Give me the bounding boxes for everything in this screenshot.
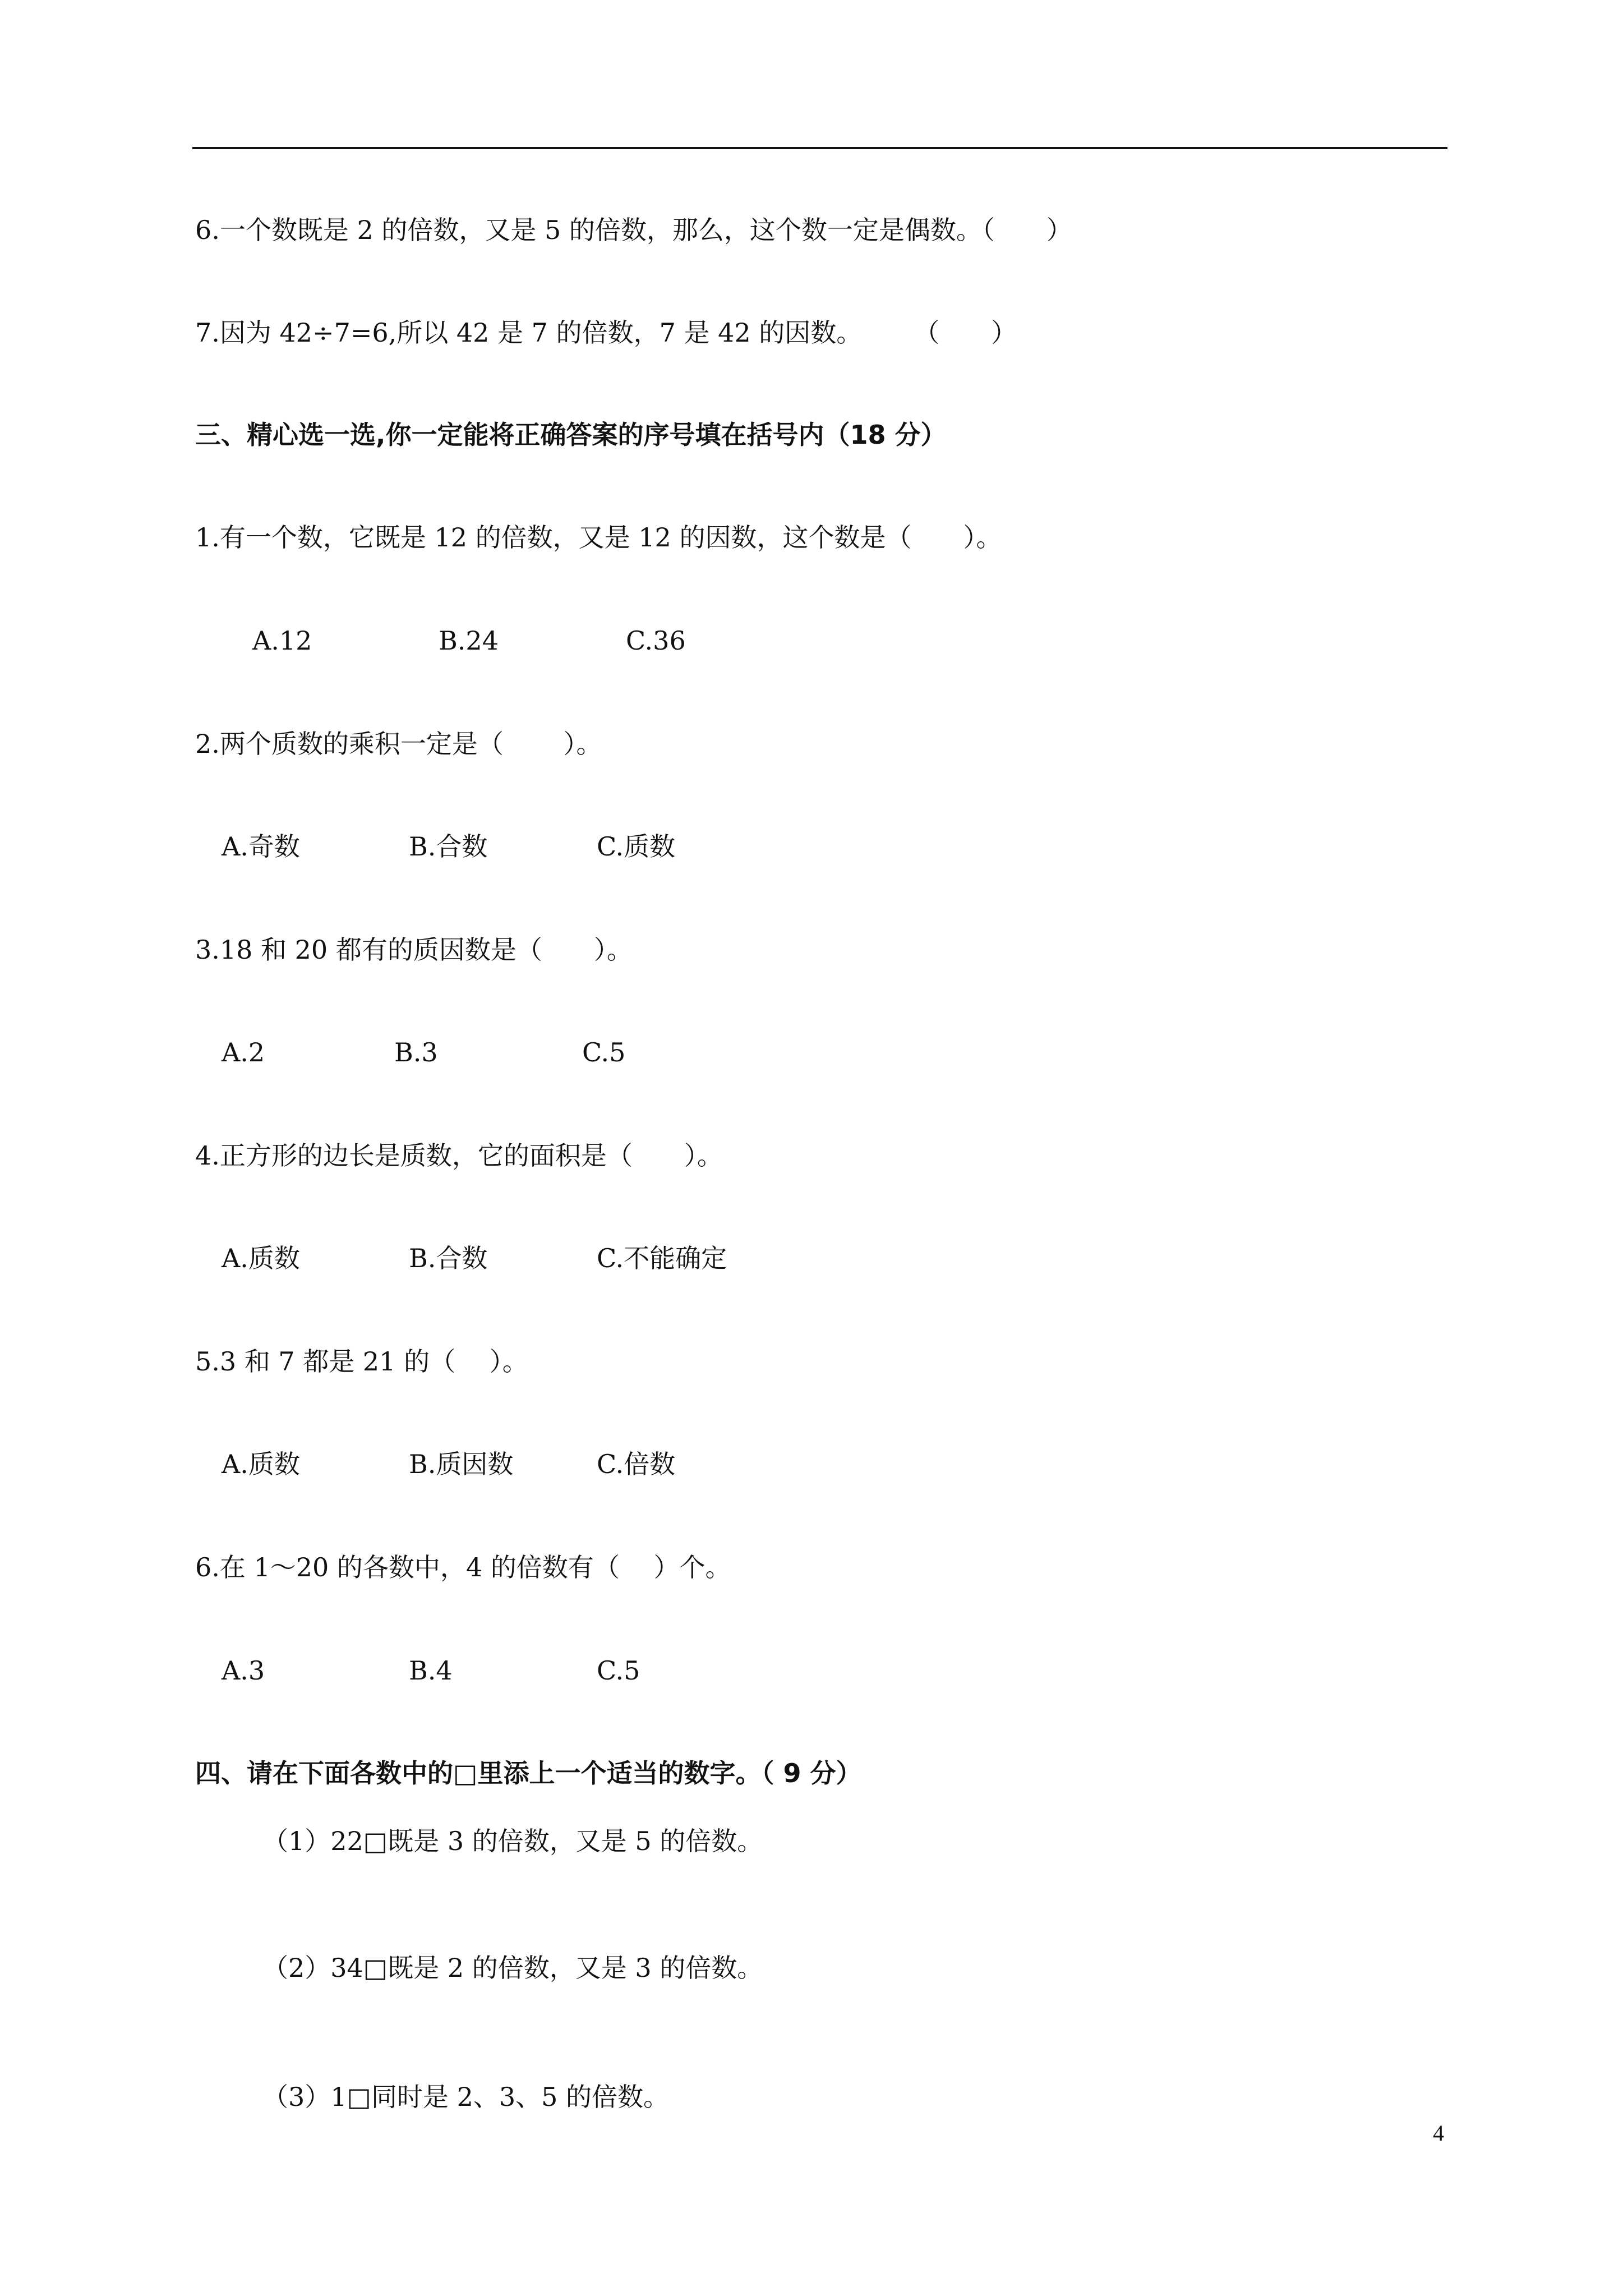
question-2-option-a: A.奇数 [222, 831, 300, 862]
judgement-item-7: 7.因为 42÷7=6,所以 42 是 7 的倍数，7 是 42 的因数。 （ ） [195, 318, 1017, 348]
fill-item-2: （2）34□既是 2 的倍数，又是 3 的倍数。 [262, 1953, 763, 1983]
question-6-option-c: C.5 [597, 1655, 640, 1686]
question-3-stem: 3.18 和 20 都有的质因数是（ ）。 [195, 935, 633, 965]
question-4-option-b: B.合数 [409, 1243, 488, 1273]
question-6-option-b: B.4 [409, 1655, 453, 1686]
question-4-stem: 4.正方形的边长是质数，它的面积是（ ）。 [195, 1140, 723, 1171]
question-1-stem: 1.有一个数，它既是 12 的倍数，又是 12 的因数，这个数是（ ）。 [195, 522, 1002, 553]
question-2-stem: 2.两个质数的乘积一定是（ ）。 [195, 729, 602, 759]
question-3-option-c: C.5 [582, 1037, 626, 1068]
fill-item-3: （3）1□同时是 2、3、5 的倍数。 [262, 2082, 670, 2112]
question-4-option-a: A.质数 [222, 1243, 300, 1273]
question-3-option-a: A.2 [222, 1037, 265, 1068]
section-3-heading: 三、精心选一选,你一定能将正确答案的序号填在括号内（18 分） [195, 420, 947, 450]
question-1-option-c: C.36 [626, 625, 686, 656]
question-5-option-a: A.质数 [222, 1449, 300, 1479]
question-5-stem: 5.3 和 7 都是 21 的（ ）。 [195, 1346, 528, 1377]
fill-item-1: （1）22□既是 3 的倍数，又是 5 的倍数。 [262, 1826, 763, 1856]
question-1-option-b: B.24 [439, 625, 499, 656]
section-4-heading: 四、请在下面各数中的□里添上一个适当的数字。（ 9 分） [195, 1758, 862, 1788]
question-6-stem: 6.在 1～20 的各数中，4 的倍数有（ ）个。 [195, 1552, 731, 1582]
question-2-option-c: C.质数 [597, 831, 676, 862]
question-6-option-a: A.3 [222, 1655, 265, 1686]
question-3-option-b: B.3 [394, 1037, 438, 1068]
question-4-option-c: C.不能确定 [597, 1243, 727, 1273]
question-1-option-a: A.12 [252, 625, 312, 656]
question-5-option-b: B.质因数 [409, 1449, 514, 1479]
judgement-item-6: 6.一个数既是 2 的倍数，又是 5 的倍数，那么，这个数一定是偶数。（ ） [195, 215, 1072, 245]
question-2-option-b: B.合数 [409, 831, 488, 862]
page-number: 4 [1433, 2120, 1444, 2146]
header-rule [192, 147, 1447, 149]
question-5-option-c: C.倍数 [597, 1449, 676, 1479]
